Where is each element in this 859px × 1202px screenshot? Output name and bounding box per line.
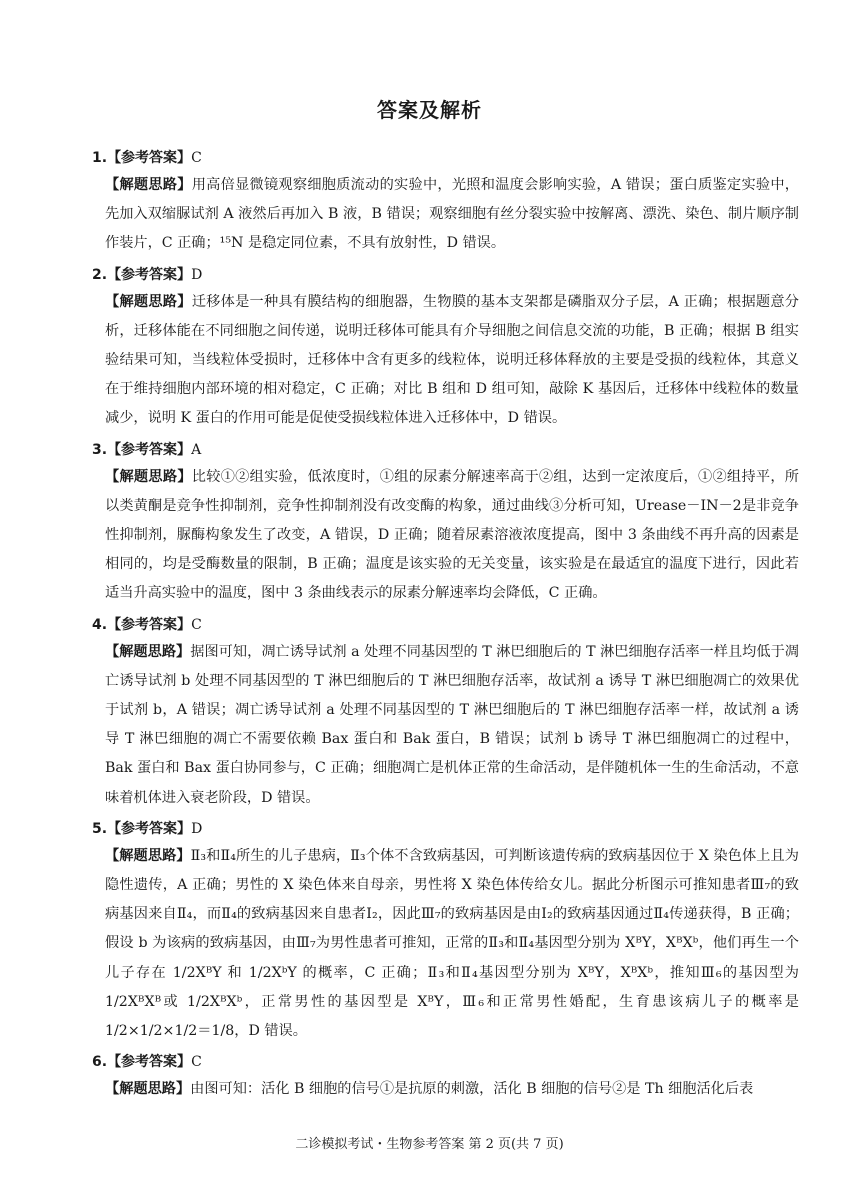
analysis-text: 据图可知，凋亡诱导试剂 a 处理不同基因型的 T 淋巴细胞后的 T 淋巴细胞存活率一样且均低于凋亡诱导试剂 b 处理不同基因型的 T 淋巴细胞后的 T 淋巴细胞存活率，故试剂 a 诱导 T 淋巴细胞凋亡的效果优于试剂 b，A 错误；凋亡诱导试剂 a 处理不同基因型的 T 淋巴细胞后的 T 淋巴细胞存活率一样，故试剂 a 诱导 T 淋巴细胞的凋亡不需要依赖 Bax 蛋白和 Bak 蛋白，B 错误；试剂 b 诱导 T 淋巴细胞凋亡的过程中，Bak 蛋白和 Bax 蛋白协同参与，C 正确；细胞凋亡是机体正常的生命活动，是伴随机体一生的生命活动，不意味着机体进入衰老阶段，D 错误。 — [105, 643, 799, 806]
question-number: 6. — [92, 1054, 108, 1071]
answer-value: C — [191, 1054, 202, 1071]
question-block — [92, 1052, 799, 1104]
question-number: 1. — [92, 150, 108, 166]
answer-line — [92, 265, 799, 285]
analysis-paragraph — [105, 463, 799, 609]
answer-value: C — [191, 616, 202, 633]
analysis-text: Ⅱ₃和Ⅱ₄所生的儿子患病，Ⅱ₃个体不含致病基因，可判断该遗传病的致病基因位于 X 染色体上且为隐性遗传，A 正确；男性的 X 染色体来自母亲，男性将 X 染色体传给女儿。据此分析图示可推知患者Ⅲ₇的致病基因来自Ⅱ₄，而Ⅱ₄的致病基因来自患者Ⅰ₂，因此Ⅲ₇的致病基因是由Ⅰ₂的致病基因通过Ⅱ₄传递获得，B 正确；假设 b 为该病的致病基因，由Ⅲ₇为男性患者可推知，正常的Ⅱ₃和Ⅱ₄基因型分别为 XᴮY，XᴮXᵇ，他们再生一个儿子存在 1/2XᴮY 和 1/2XᵇY 的概率，C 正确；Ⅱ₃和Ⅱ₄基因型分别为 XᴮY，XᴮXᵇ，推知Ⅲ₆的基因型为 1/2XᴮXᴮ或 1/2XᴮXᵇ，正常男性的基因型是 XᴮY，Ⅲ₆和正常男性婚配，生育患该病儿子的概率是 1/2×1/2×1/2＝1/8，D 错误。 — [105, 847, 799, 1040]
answer-value: D — [191, 820, 203, 837]
analysis-text: 迁移体是一种具有膜结构的细胞器，生物膜的基本支架都是磷脂双分子层，A 正确；根据题意分析，迁移体能在不同细胞之间传递，说明迁移体可能具有介导细胞之间信息交流的功能，B 正确；根据 B 组实验结果可知，当线粒体受损时，迁移体中含有更多的线粒体，说明迁移体释放的主要是受损的线粒体，其意义在于维持细胞内部环境的相对稳定，C 正确；对比 B 组和 D 组可知，敲除 K 基因后，迁移体中线粒体的数量减少，说明 K 蛋白的作用可能是促使受损线粒体进入迁移体中，D 错误。 — [105, 293, 799, 427]
analysis-label: 【解题思路】 — [105, 643, 191, 660]
answer-value: A — [191, 441, 202, 458]
analysis-label: 【解题思路】 — [105, 1081, 191, 1098]
analysis-text: 比较①②组实验，低浓度时，①组的尿素分解速率高于②组，达到一定浓度后，①②组持平，所以类黄酮是竞争性抑制剂，竞争性抑制剂没有改变酶的构象，通过曲线③分析可知，Urease－IN－2是非竞争性抑制剂，脲酶构象发生了改变，A 错误，D 正确；随着尿素溶液浓度提高，图中 3 条曲线不再升高的因素是相同的，均是受酶数量的限制，B 正确；温度是该实验的无关变量，该实验是在最适宜的温度下进行，因此若适当升高实验中的温度，图中 3 条曲线表示的尿素分解速率均会降低，C 正确。 — [105, 468, 799, 602]
question-number: 5. — [92, 820, 108, 837]
answer-line — [92, 148, 799, 168]
question-block — [92, 440, 799, 609]
answer-line — [92, 819, 799, 839]
answer-line — [92, 615, 799, 635]
page-footer: 二诊模拟考试・生物参考答案 第 2 页(共 7 页) — [295, 1137, 564, 1152]
analysis-label: 【解题思路】 — [105, 293, 192, 310]
analysis-text: 由图可知：活化 B 细胞的信号①是抗原的刺激，活化 B 细胞的信号②是 Th 细胞活化后表 — [190, 1081, 754, 1098]
question-block — [92, 819, 799, 1046]
analysis-text: 用高倍显微镜观察细胞质流动的实验中，光照和温度会影响实验，A 错误；蛋白质鉴定实验中，先加入双缩脲试剂 A 液然后再加入 B 液，B 错误；观察细胞有丝分裂实验中按解离、漂洗、染色、制片顺序制作装片，C 正确；¹⁵N 是稳定同位素，不具有放射性，D 错误。 — [105, 177, 799, 252]
analysis-label: 【解题思路】 — [105, 177, 192, 193]
analysis-label: 【解题思路】 — [105, 847, 191, 864]
answer-value: D — [191, 266, 203, 283]
question-block — [92, 615, 799, 813]
analysis-paragraph — [105, 171, 799, 259]
answer-label: 【参考答案】 — [107, 441, 192, 458]
question-list — [92, 148, 799, 1104]
answer-value: C — [191, 150, 202, 166]
question-number: 2. — [92, 266, 108, 283]
analysis-paragraph — [105, 1075, 799, 1104]
answer-label: 【参考答案】 — [107, 266, 192, 283]
answer-label: 【参考答案】 — [107, 616, 192, 633]
question-block — [92, 265, 799, 434]
answer-label: 【参考答案】 — [107, 820, 192, 837]
analysis-paragraph — [105, 288, 799, 434]
page-title: 答案及解析 — [377, 98, 482, 122]
answer-line — [92, 1052, 799, 1072]
question-number: 3. — [92, 441, 108, 458]
analysis-paragraph — [105, 638, 799, 813]
question-number: 4. — [92, 616, 108, 633]
answer-line — [92, 440, 799, 460]
answer-label: 【参考答案】 — [107, 1054, 192, 1071]
question-block — [92, 148, 799, 259]
analysis-label: 【解题思路】 — [105, 468, 192, 485]
answer-label: 【参考答案】 — [107, 150, 192, 166]
analysis-paragraph — [105, 842, 799, 1046]
